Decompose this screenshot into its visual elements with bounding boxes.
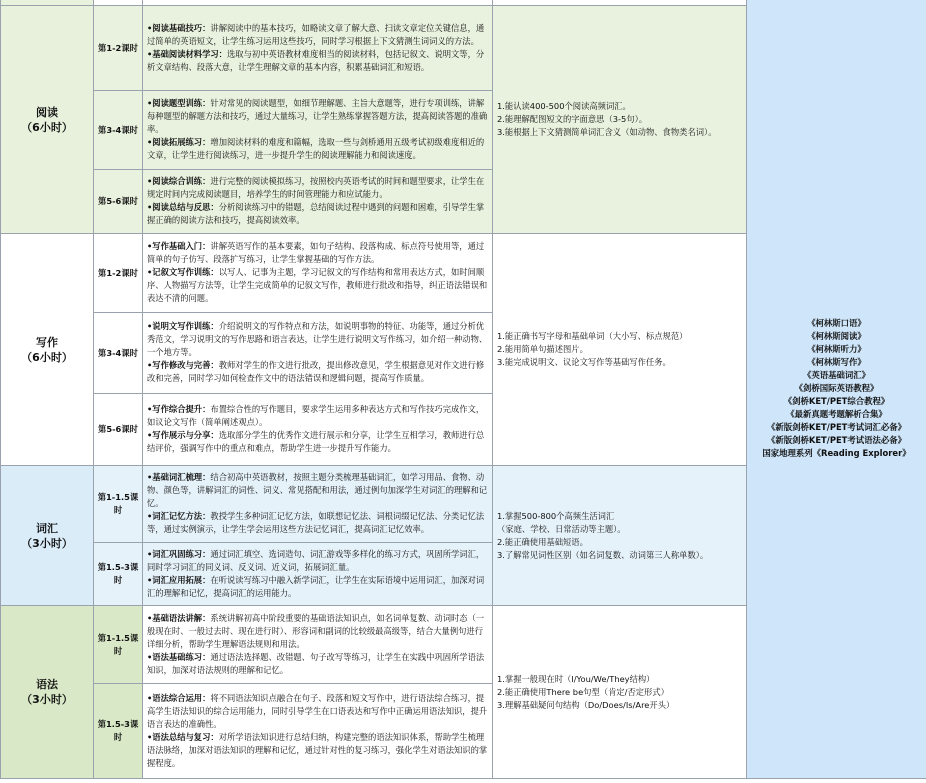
content-item [147, 240, 489, 266]
item-heading: •语法总结与复习： [147, 731, 219, 742]
book-title: 国家地理系列《Reading Explorer》 [762, 448, 911, 458]
item-heading: •阅读综合训练： [147, 176, 211, 186]
goal-line: 1.掌握一般现在时（I/You/We/They结构） [497, 673, 655, 684]
section-reading [1, 6, 94, 234]
session-content [143, 606, 493, 684]
content-item [147, 266, 489, 305]
session-label: 第3-4课时 [94, 313, 143, 394]
item-heading: •基础词汇梳理： [147, 472, 211, 482]
book-title: 《柯林斯听力》 [807, 344, 866, 354]
item-text: 结合初高中英语教材，按照主题分类梳理基础词汇，如学习用品、食物、动物、颜色等，讲解词汇的词性、词义、常见搭配和用法，通过例句加深学生对词汇的理解和记忆。 [147, 472, 488, 508]
section-goals [493, 606, 747, 779]
goal-line: 1.掌握500-800个高频生活词汇 [497, 510, 615, 521]
item-heading: •基础语法讲解： [147, 612, 211, 623]
section-goals [493, 6, 747, 234]
item-text: 针对常见的阅读题型，如细节理解题、主旨大意题等，进行专项训练，讲解每种题型的解题方法和技巧，通过大量练习，让学生熟练掌握答题方法，提高阅读答题的准确率。 [147, 98, 488, 134]
item-text: 系统讲解初高中阶段重要的基础语法知识点，如名词单复数、动词时态（一般现在时、一般过去时、现在进行时）、形容词和副词的比较级最高级等，结合大量例句进行详细分析，帮助学生理解语法规则和用法。 [147, 612, 485, 649]
item-heading: •基础阅读材料学习： [147, 48, 227, 59]
item-text: 对所学语法知识进行总结归纳，构建完整的语法知识体系，帮助学生梳理语法脉络，加深对语法知识的理解和记忆，通过针对性的复习练习，强化学生对语法知识的掌握程度。 [147, 731, 488, 768]
session-content [143, 466, 493, 543]
item-heading: •写作基础入门： [147, 241, 211, 251]
session-label: 第1.5-3课时 [94, 684, 143, 779]
book-title: 《剑桥KET/PET综合教程》 [783, 396, 890, 406]
goal-line: 1.能正确书写字母和基础单词（大小写、标点规范） [497, 331, 688, 341]
item-text: 教师对学生的作文进行批改，提出修改意见，学生根据意见对作文进行修改和完善，同时学习如何检查作文中的语法错误和逻辑问题，提高写作质量。 [147, 360, 485, 383]
item-heading: •阅读基础技巧： [147, 22, 211, 33]
content-item [147, 510, 489, 536]
goal-line: 3.理解基础疑问句结构（Do/Does/Is/Are开头） [497, 699, 675, 710]
session-content [143, 170, 493, 234]
content-item [147, 612, 489, 651]
content-item [147, 471, 489, 510]
book-title: 《新版剑桥KET/PET考试语法必备》 [766, 435, 907, 445]
goal-line: 3.了解常见词性区别（如名词复数、动词第三人称单数）。 [497, 549, 709, 560]
session-content [143, 394, 493, 466]
item-text: 在听说读写练习中融入新学词汇，让学生在实际语境中运用词汇，加深对词汇的理解和记忆，提高词汇的运用能力。 [147, 574, 485, 598]
session-content [143, 684, 493, 779]
section-title: 写作 [36, 335, 58, 349]
session-content [143, 543, 493, 606]
content-item [147, 136, 489, 162]
item-text: 介绍说明文的写作特点和方法，如说明事物的特征、功能等，通过分析优秀范文，学习说明文的写作思路和语言表达，让学生进行说明文写作练习，如介绍一种动物、一个地方等。 [147, 321, 488, 357]
book-title: 《柯林斯写作》 [807, 357, 866, 367]
item-text: 选取与初中英语教材难度相当的阅读材料，包括记叙文、说明文等，分析文章结构、段落大意，让学生理解文章的基本内容，积累基础词汇和短语。 [147, 48, 485, 72]
item-text: 进行完整的阅读模拟练习，按照校内英语考试的时间和题型要求，让学生在规定时间内完成阅读题目，培养学生的时间管理能力和应试能力。 [147, 176, 485, 199]
item-text: 教授学生多种词汇记忆方法，如联想记忆法、词根词缀记忆法、分类记忆法等，通过实例演示，让学生学会运用这些方法记忆词汇，提高词汇记忆效率。 [147, 511, 485, 534]
session-content [143, 91, 493, 170]
item-heading: •阅读总结与反思： [147, 202, 219, 212]
item-text: 将不同语法知识点融合在句子、段落和短文写作中，进行语法综合练习，提高学生语法知识的综合运用能力，同时引导学生在口语表达和写作中正确运用语法知识，提升语言表达的准确性。 [147, 692, 488, 729]
item-heading: •语法基础练习： [147, 651, 211, 662]
goal-line: 2.能正确使用There be句型（肯定/否定形式） [497, 686, 669, 697]
section-title: 阅读 [36, 105, 58, 119]
goal-line: 2.能正确使用基础短语。 [497, 536, 588, 547]
item-text: 增加阅读材料的难度和篇幅，选取一些与剑桥通用五级考试初级难度相近的文章，让学生进行阅读练习，进一步提升学生的阅读理解能力和阅读速度。 [147, 137, 485, 160]
item-text: 通过语法选择题、改错题、句子改写等练习，让学生在实践中巩固所学语法知识，加深对语法规则的理解和记忆。 [147, 651, 485, 675]
item-heading: •说明文写作训练： [147, 321, 219, 331]
item-text: 通过词汇填空、选词造句、词汇游戏等多样化的练习方式，巩固所学词汇，同时学习词汇的同义词、反义词、近义词，拓展词汇量。 [147, 548, 485, 572]
session-content [143, 6, 493, 91]
goal-line: 2.能理解配图短文的字面意思（3-5句）。 [497, 114, 648, 124]
section-grammar [1, 606, 94, 779]
content-item [147, 22, 489, 48]
content-item [147, 320, 489, 359]
content-item [147, 692, 489, 731]
session-content [143, 234, 493, 313]
section-hours: （3小时） [21, 693, 73, 706]
content-item [147, 429, 489, 455]
content-item [147, 359, 489, 385]
session-label: 第1-1.5课时 [94, 606, 143, 684]
goal-line: 3.能根据上下文猜测简单词汇含义（如动物、食物类名词）。 [497, 127, 717, 137]
book-title: 《柯林斯口语》 [807, 318, 866, 328]
item-heading: •写作综合提升： [147, 404, 211, 414]
section-goals [493, 234, 747, 466]
session-label: 第1.5-3课时 [94, 543, 143, 606]
goal-line: 3.能完成说明文、议论文写作等基础写作任务。 [497, 357, 671, 367]
section-vocabulary [1, 466, 94, 606]
item-text: 分析阅读练习中的错题，总结阅读过程中遇到的问题和困难，引导学生掌握正确的阅读方法和技巧，提高阅读效率。 [147, 202, 485, 225]
section-title: 词汇 [36, 521, 58, 535]
item-heading: •阅读题型训练： [147, 98, 211, 108]
section-title: 语法 [36, 678, 58, 691]
book-title: 《英语基础词汇》 [803, 370, 870, 380]
content-item [147, 175, 489, 201]
session-label: 第1-2课时 [94, 234, 143, 313]
content-item [147, 731, 489, 770]
goal-line: （家庭、学校、日常活动等主题）。 [497, 523, 626, 534]
item-heading: •语法综合运用： [147, 692, 211, 703]
item-text: 以写人、记事为主题，学习记叙文的写作结构和常用表达方式，如时间顺序、人物描写方法等，让学生完成简单的记叙文写作，教师进行批改和指导，纠正语法错误和表达不清的问题。 [147, 267, 488, 303]
item-heading: •记叙文写作训练： [147, 267, 219, 277]
content-item [147, 48, 489, 74]
goal-line: 2.能用简单句描述图片。 [497, 344, 588, 354]
item-heading: •阅读拓展练习： [147, 137, 211, 147]
section-hours: （6小时） [21, 120, 73, 134]
content-item [147, 548, 489, 574]
session-label: 第5-6课时 [94, 394, 143, 466]
goal-line: 1.能认读400-500个阅读高频词汇。 [497, 101, 631, 111]
book-title: 《柯林斯阅读》 [807, 331, 866, 341]
session-label: 第3-4课时 [94, 91, 143, 170]
content-item [147, 574, 489, 600]
section-goals [493, 466, 747, 606]
book-title: 《新版剑桥KET/PET考试词汇必备》 [766, 422, 907, 432]
session-content [143, 313, 493, 394]
session-label: 第1-1.5课时 [94, 466, 143, 543]
item-heading: •写作展示与分享： [147, 430, 219, 440]
section-hours: （3小时） [21, 536, 73, 550]
item-heading: •词汇巩固练习： [147, 548, 211, 559]
item-heading: •写作修改与完善： [147, 360, 219, 370]
session-label: 第1-2课时 [94, 6, 143, 91]
section-writing [1, 234, 94, 466]
content-item [147, 201, 489, 227]
item-text: 讲解英语写作的基本要素，如句子结构、段落构成、标点符号使用等，通过简单的句子仿写、段落扩写练习，让学生掌握基础的写作方法。 [147, 241, 485, 264]
content-item [147, 403, 489, 429]
section-hours: （6小时） [21, 350, 73, 364]
item-text: 选取部分学生的优秀作文进行展示和分享，让学生互相学习，教师进行总结评价，强调写作中的重点和难点，帮助学生进一步提升写作能力。 [147, 430, 485, 453]
item-text: 讲解阅读中的基本技巧，如略读文章了解大意、扫读文章定位关键信息，通过简单的英语短文，让学生练习运用这些技巧，同时学习根据上下文猜测生词词义的方法。 [147, 22, 485, 46]
content-item [147, 651, 489, 677]
item-text: 布置综合性的写作题目，要求学生运用多种表达方式和写作技巧完成作文，如议论文写作（简单阐述观点）。 [147, 404, 485, 427]
session-label: 第5-6课时 [94, 170, 143, 234]
item-heading: •词汇应用拓展： [147, 574, 211, 585]
item-heading: •词汇记忆方法： [147, 511, 211, 521]
book-title: 《最新真题考题解析合集》 [786, 409, 887, 419]
content-item [147, 97, 489, 136]
textbook-list [747, 0, 926, 779]
book-title: 《剑桥国际英语教程》 [794, 383, 879, 393]
